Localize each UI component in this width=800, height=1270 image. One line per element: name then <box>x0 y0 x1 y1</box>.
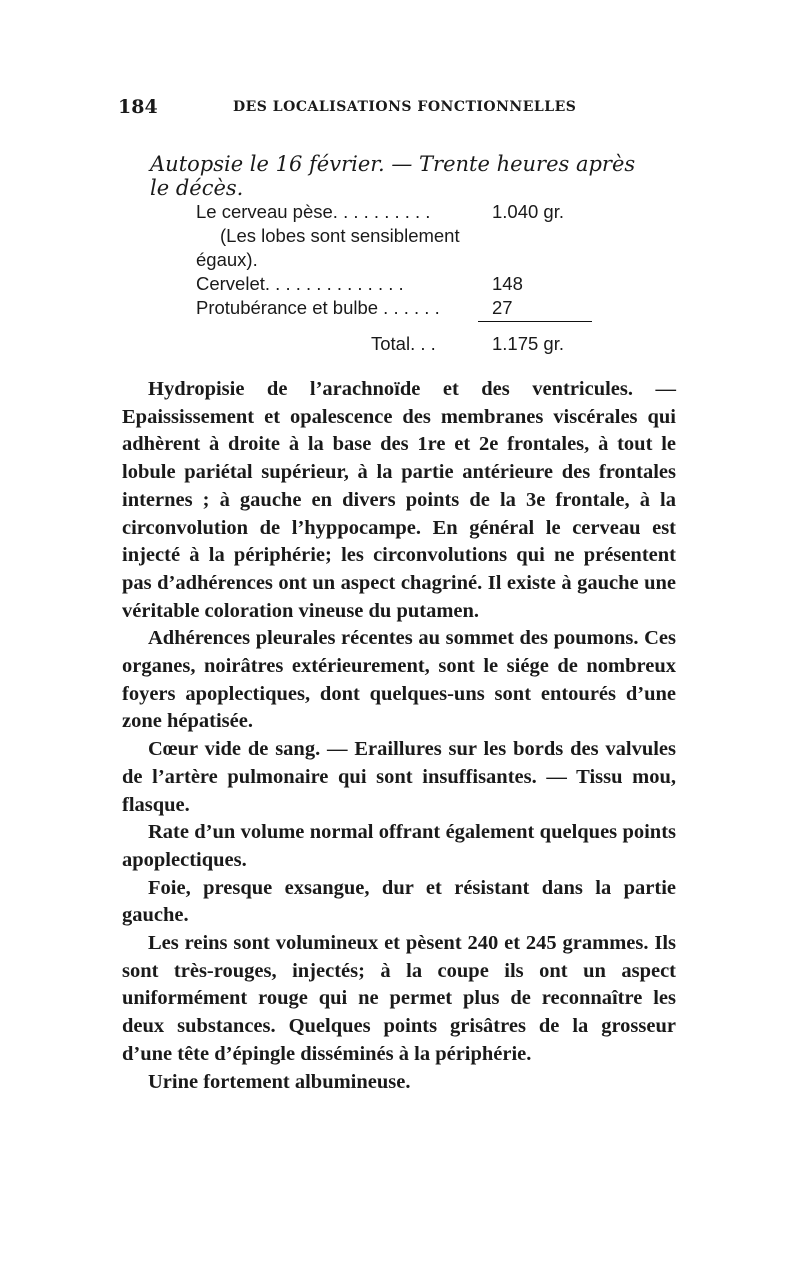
page-header <box>118 96 678 120</box>
lobes-note <box>196 224 616 248</box>
autopsy-heading: Autopsie le 16 février. — Trente heures après le décès. <box>150 152 636 200</box>
paragraph-urine: Urine fortement albumineuse. <box>148 1070 411 1093</box>
note-line: égaux). <box>196 249 258 270</box>
total-label: Total. . . <box>371 333 436 354</box>
weight-row-protuberance <box>196 296 616 320</box>
page-number: 184 <box>118 96 158 118</box>
weight-row-total <box>196 332 616 356</box>
paragraph-reins: Les reins sont volumineux et pèsent 240 et 245 grammes. Ils sont très-rouges, injectés; à la coupe ils ont un aspect uniformément rouge qui ne permet plus de reconnaître les deux substances. Quelques points grisâtres de la grosseur d’une tête d’épingle disséminés à la périphérie. <box>122 932 676 1065</box>
weight-label: Protubérance et bulbe . . . . . . <box>196 297 440 318</box>
paragraph-arachnoide: Hydropisie de l’arachnoïde et des ventricules. — Epaississement et opalescence des membranes viscérales qui adhèrent à droite à la base des 1re et 2e frontales, à tout le lobule pariétal supérieur, à la partie antérieure des frontales internes ; à gauche en divers points de la 3e frontale, à la circonvolution de l’hyppocampe. En général le cerveau est injecté à la périphérie; les circonvolutions qui ne présentent pas d’adhérences ont un aspect chagriné. Il existe à gauche une véritable coloration vineuse du putamen. <box>122 378 676 622</box>
weight-value: 1.040 gr. <box>492 201 565 222</box>
weights-table <box>196 200 616 356</box>
paragraph-poumons: Adhérences pleurales récentes au sommet des poumons. Ces organes, noirâtres extérieurement, sont le siége de nombreux foyers apoplectiques, dont quelques-uns sont entourés d’une zone hépatisée. <box>122 627 676 733</box>
weight-row-cerveau <box>196 200 616 224</box>
body-text <box>122 376 676 1096</box>
total-value: 1.175 gr. <box>492 333 565 354</box>
weight-value: 148 <box>492 273 523 294</box>
weight-value: 27 <box>492 297 513 318</box>
weight-label: Le cerveau pèse. . . . . . . . . . <box>196 201 431 222</box>
sum-rule <box>478 321 592 322</box>
weight-row-cervelet <box>196 272 616 296</box>
note-line: (Les lobes sont sensiblement <box>220 225 460 246</box>
paragraph-rate: Rate d’un volume normal offrant également quelques points apoplectiques. <box>122 821 676 871</box>
paragraph-coeur: Cœur vide de sang. — Eraillures sur les bords des valvules de l’artère pulmonaire qui sont insuffisantes. — Tissu mou, flasque. <box>122 738 676 816</box>
running-title: DES LOCALISATIONS FONCTIONNELLES <box>233 99 577 115</box>
lobes-note-cont <box>196 248 616 272</box>
paragraph-foie: Foie, presque exsangue, dur et résistant dans la partie gauche. <box>122 876 676 927</box>
weight-label: Cervelet. . . . . . . . . . . . . . <box>196 273 404 294</box>
